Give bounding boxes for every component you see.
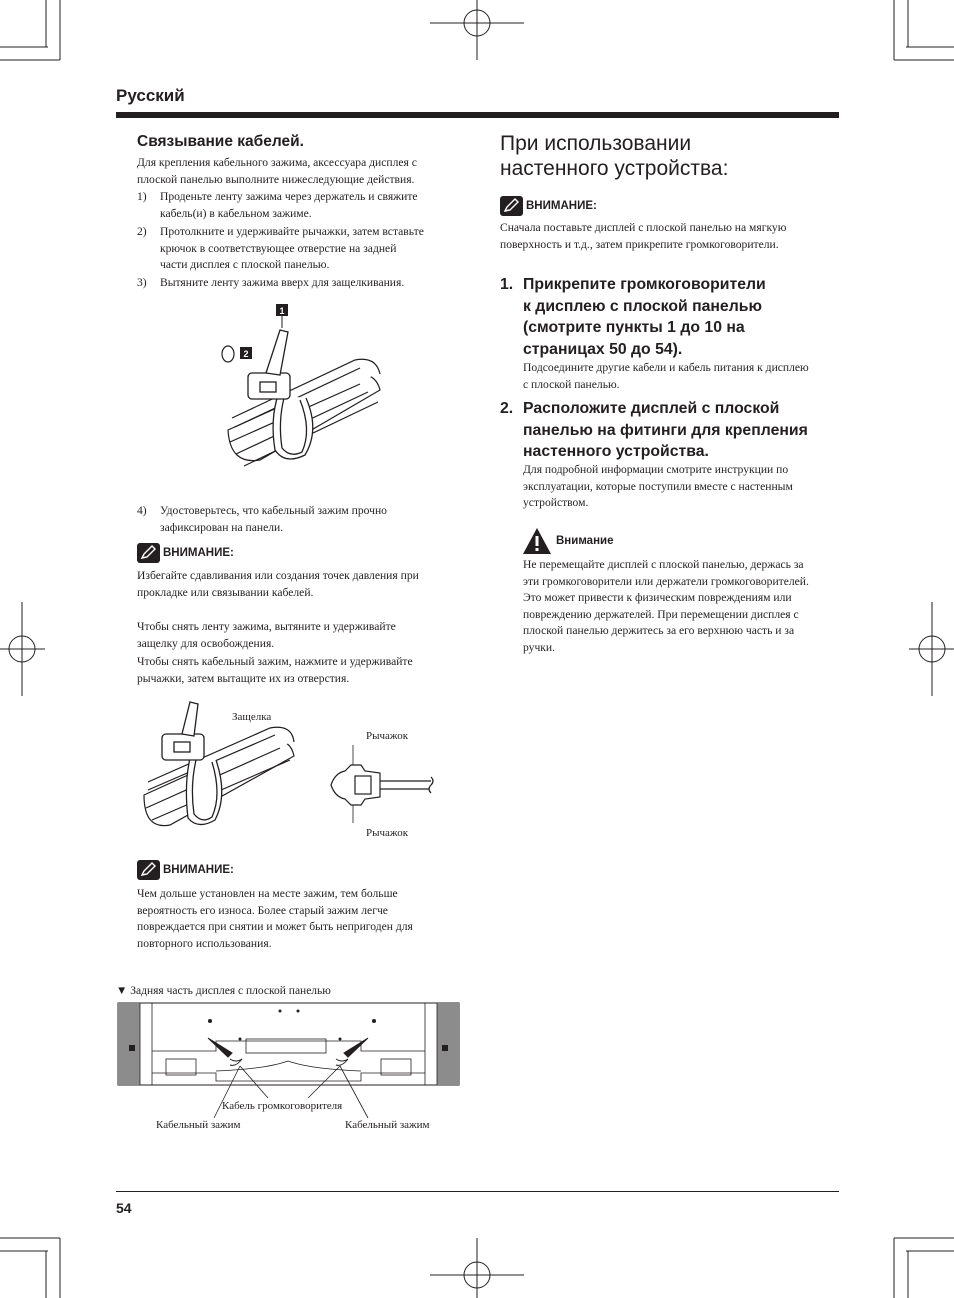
remove-tape-text: Чтобы снять ленту зажима, вытяните и удерживайте защелку для освобождения. <box>137 620 396 650</box>
rear-figure-caption: ▼ Задняя часть дисплея с плоской панелью <box>116 985 331 997</box>
wall-step-2-desc: Для подробной информации смотрите инструкции по эксплуатации, которые поступили вместе с настенным устройством. <box>523 463 793 510</box>
latch-label: Защелка <box>232 711 272 723</box>
note-1-text: Избегайте сдавливания или создания точек давления при прокладке или связывании кабелей. <box>137 569 419 599</box>
pencil-note-icon <box>137 543 160 563</box>
speaker-cable-label: Кабель громкоговорителя <box>222 1100 343 1112</box>
leader-lines <box>180 1060 400 1125</box>
pencil-note-icon <box>137 860 160 880</box>
pencil-note-icon <box>500 196 523 216</box>
latch-figure <box>140 700 300 840</box>
clamp-right-label: Кабельный зажим <box>345 1119 430 1131</box>
clamp-left-label: Кабельный зажим <box>156 1119 241 1131</box>
callout-2: 2 <box>243 349 249 359</box>
note-right-text: Сначала поставьте дисплей с плоской панелью на мягкую поверхность и т.д., затем прикрепите громкоговорители. <box>500 221 787 251</box>
intro-text: Для крепления кабельного зажима, аксессуара дисплея с плоской панелью выполните нижеследующие действия. <box>137 156 417 186</box>
caution-text: Не перемещайте дисплей с плоской панелью, держась за эти громкоговорители или держатели громкоговорителей. Это может привести к физическим повреждениям или повреждению держателей. При перемещении дисплея с плоской панелью держитесь за его верхнюю часть и за ручки. <box>523 558 809 654</box>
note-2-text: Чем дольше установлен на месте зажим, тем больше вероятность его износа. Более старый зажим легче повреждается при снятии и может быть непригоден для повторного использования. <box>137 887 413 950</box>
lever-top-label: Рычажок <box>366 730 409 742</box>
section-title-cable-binding: Связывание кабелей. <box>137 133 304 150</box>
note-heading-right: ВНИМАНИЕ: <box>500 196 597 216</box>
lever-bottom-label: Рычажок <box>366 827 409 839</box>
cable-clamp-figure <box>210 300 390 485</box>
wall-mount-title: При использовании настенного устройства: <box>500 132 729 180</box>
note-heading-1: ВНИМАНИЕ: <box>137 543 234 563</box>
language-heading: Русский <box>116 86 185 105</box>
caution-heading: Внимание <box>522 527 613 555</box>
lever-figure <box>325 745 440 825</box>
header-rule <box>116 112 839 118</box>
wall-step-1-desc: Подсоедините другие кабели и кабель питания к дисплею с плоской панелью. <box>523 361 809 391</box>
note-heading-2: ВНИМАНИЕ: <box>137 860 234 880</box>
page-number: 54 <box>116 1200 132 1216</box>
warning-triangle-icon <box>522 527 552 555</box>
remove-clamp-text: Чтобы снять кабельный зажим, нажмите и удерживайте рычажки, затем вытащите их из отверстия. <box>137 655 413 685</box>
footer-rule <box>116 1191 839 1192</box>
callout-1: 1 <box>279 306 285 316</box>
